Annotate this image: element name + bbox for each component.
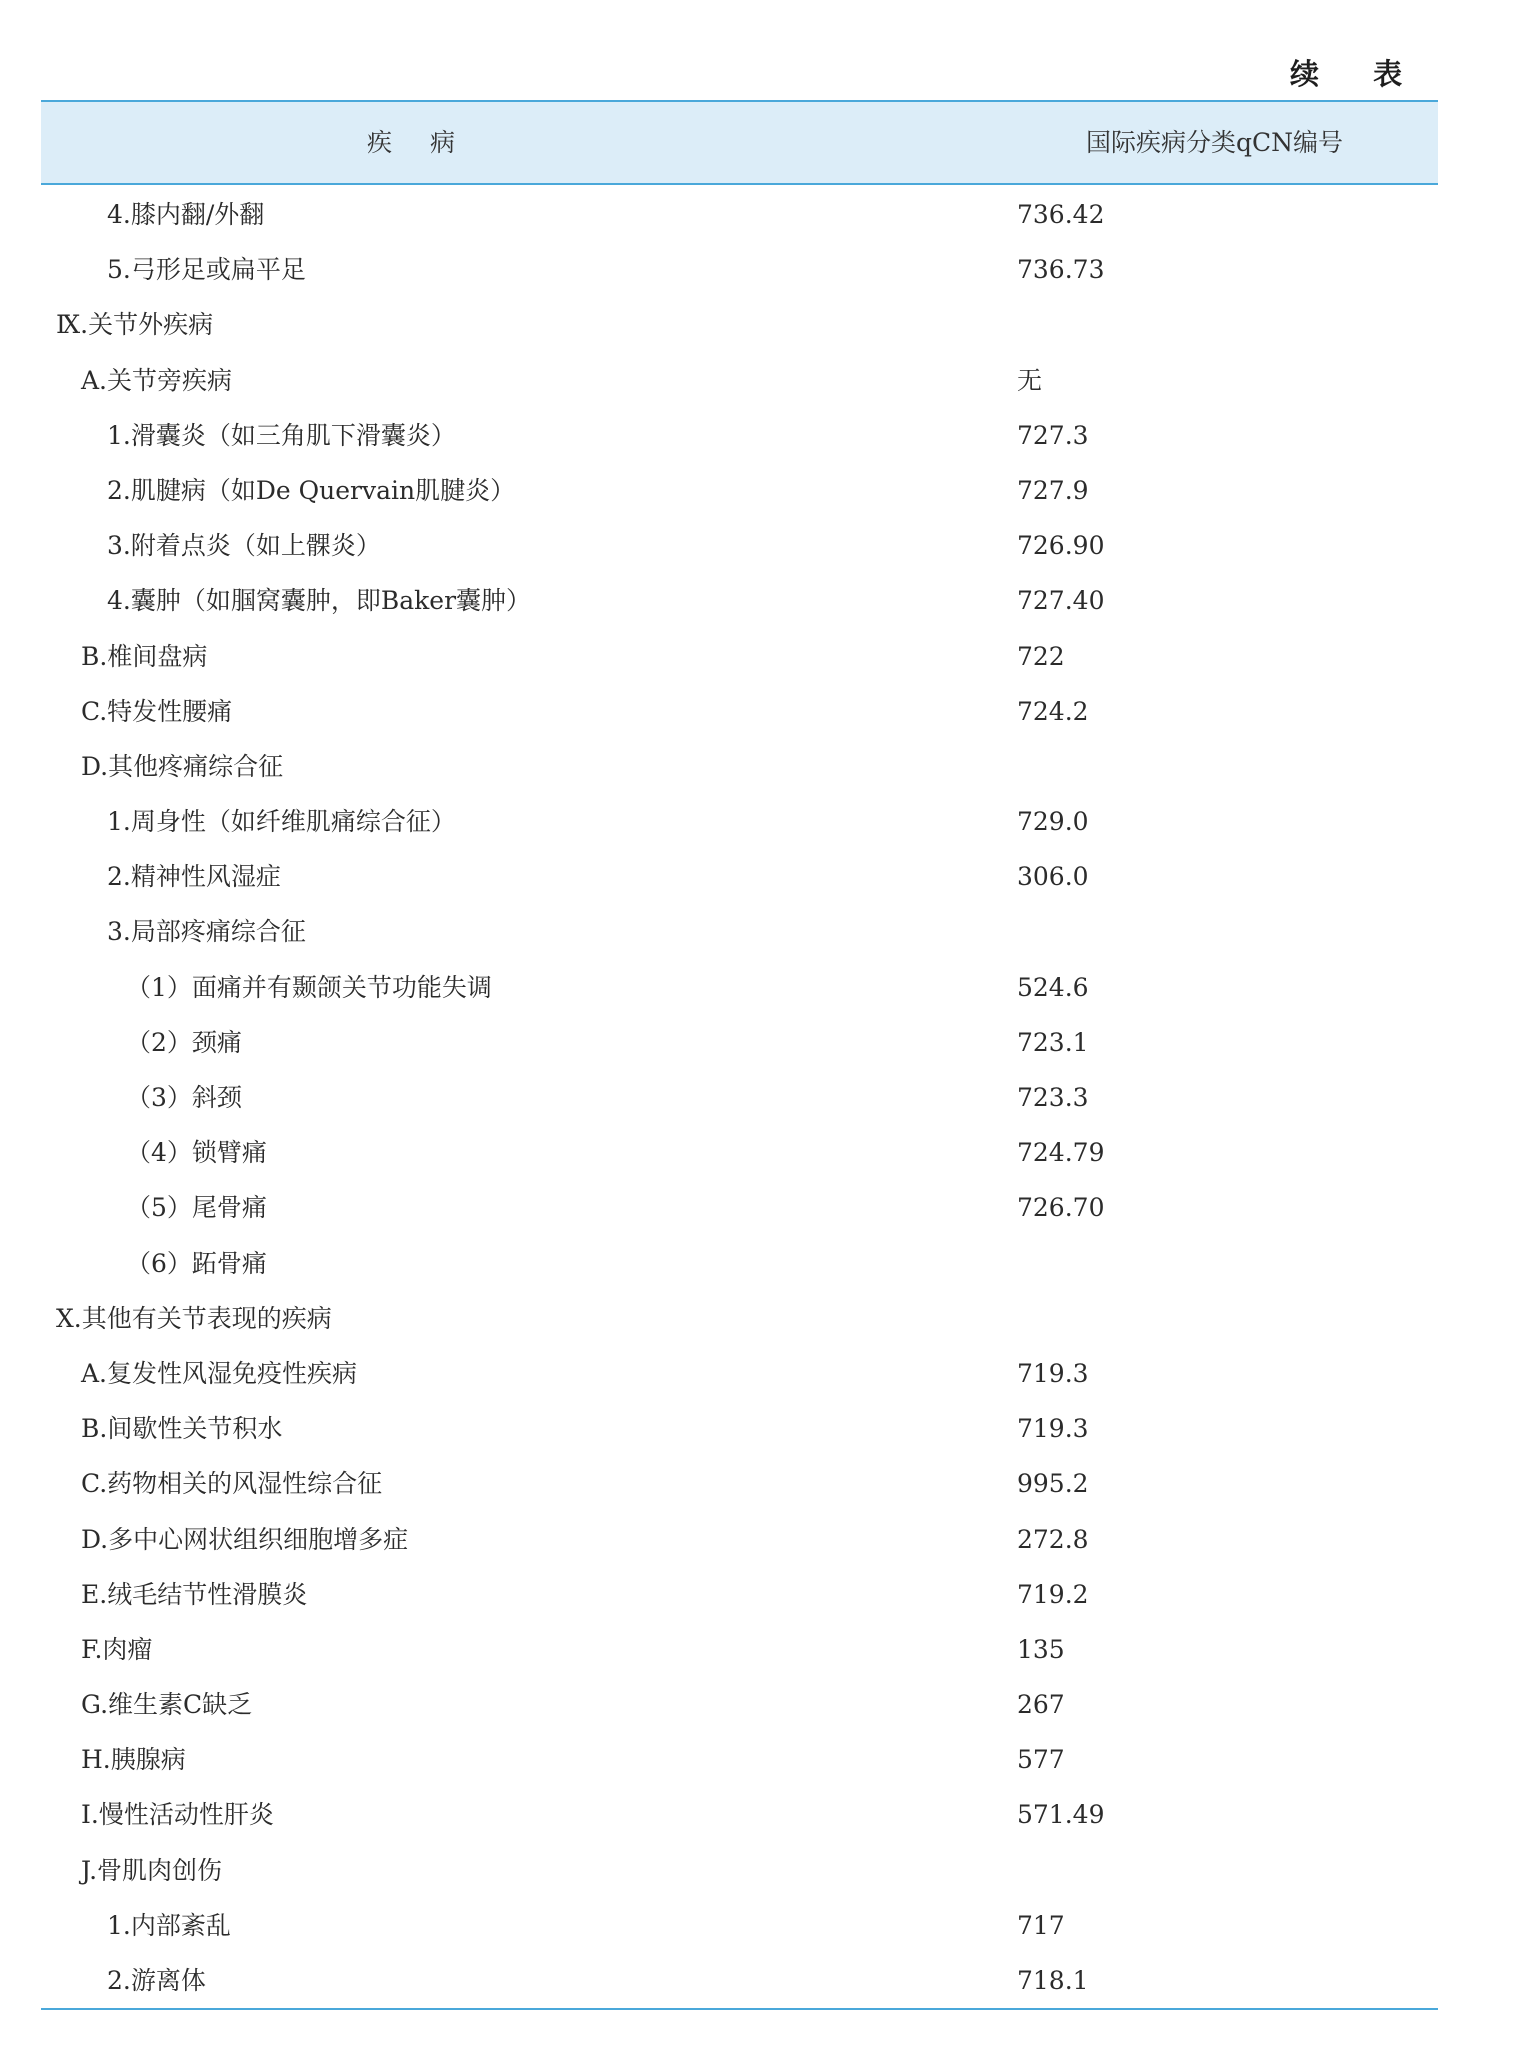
table-row: [41, 1622, 1438, 1677]
disease-name: 3.局部疼痛综合征: [107, 917, 306, 947]
disease-name: 4.囊肿（如腘窝囊肿，即Baker囊肿）: [107, 586, 532, 616]
table-row: [41, 1843, 1438, 1898]
disease-name: I.慢性活动性肝炎: [81, 1800, 274, 1830]
table-row: [41, 629, 1438, 684]
table-row: [41, 1070, 1438, 1125]
table-row: [41, 1346, 1438, 1401]
disease-name: D.多中心网状组织细胞增多症: [81, 1524, 409, 1554]
table-row: [41, 353, 1438, 408]
table-row: [41, 1236, 1438, 1291]
icd-code: 719.2: [1017, 1579, 1089, 1609]
disease-name: G.维生素C缺乏: [81, 1690, 253, 1720]
disease-name: Ⅹ.其他有关节表现的疾病: [56, 1303, 332, 1333]
icd-code: 717: [1017, 1910, 1065, 1940]
icd-code: 995.2: [1017, 1469, 1089, 1499]
disease-name: 2.游离体: [107, 1966, 206, 1995]
icd-code: 719.3: [1017, 1358, 1089, 1388]
table-row: [41, 960, 1438, 1015]
table-row: [41, 408, 1438, 463]
header-code: 国际疾病分类qCN编号: [1086, 128, 1344, 157]
table-row: [41, 794, 1438, 849]
table-row: [41, 1953, 1438, 2008]
disease-name: 1.周身性（如纤维肌痛综合征）: [107, 807, 456, 837]
table-row: [41, 1401, 1438, 1456]
table-row: [41, 1015, 1438, 1070]
table-row: [41, 849, 1438, 904]
disease-name: E.绒毛结节性滑膜炎: [81, 1579, 308, 1609]
icd-code: 718.1: [1017, 1966, 1089, 1995]
disease-name: （5）尾骨痛: [126, 1193, 267, 1223]
icd-code: 无: [1017, 365, 1043, 395]
disease-name: 4.膝内翻/外翻: [107, 200, 265, 229]
icd-code: 726.70: [1017, 1193, 1105, 1223]
icd-code: 571.49: [1017, 1800, 1105, 1830]
disease-name: A.关节旁疾病: [81, 365, 233, 395]
disease-code-table: [41, 100, 1438, 2010]
icd-code: 726.90: [1017, 531, 1105, 561]
table-row: [41, 1898, 1438, 1953]
icd-code: 272.8: [1017, 1524, 1089, 1554]
icd-code: 724.2: [1017, 696, 1089, 726]
table-row: [41, 1180, 1438, 1235]
disease-name: 1.内部紊乱: [107, 1910, 231, 1940]
icd-code: 722: [1017, 641, 1065, 671]
disease-name: B.椎间盘病: [81, 641, 208, 671]
icd-code: 306.0: [1017, 862, 1089, 892]
icd-code: 727.9: [1017, 475, 1089, 505]
disease-name: 5.弓形足或扁平足: [107, 255, 306, 285]
disease-name: C.药物相关的风湿性综合征: [81, 1469, 383, 1499]
icd-code: 724.79: [1017, 1138, 1105, 1168]
table-row: [41, 739, 1438, 794]
disease-name: （3）斜颈: [126, 1083, 242, 1112]
table-row: [41, 463, 1438, 518]
table-header: [41, 100, 1438, 185]
icd-code: 736.42: [1017, 200, 1105, 229]
disease-name: 2.肌腱病（如De Quervain肌腱炎）: [107, 475, 516, 505]
continued-label: 续 表: [1290, 57, 1425, 91]
icd-code: 727.3: [1017, 420, 1089, 450]
table-row: [41, 904, 1438, 959]
disease-name: （4）锁臂痛: [126, 1138, 267, 1168]
disease-name: F.肉瘤: [81, 1634, 153, 1664]
disease-name: J.骨肌肉创伤: [81, 1855, 223, 1885]
icd-code: 135: [1017, 1634, 1065, 1664]
icd-code: 524.6: [1017, 972, 1089, 1002]
disease-name: （1）面痛并有颞颌关节功能失调: [126, 972, 492, 1002]
disease-name: 1.滑囊炎（如三角肌下滑囊炎）: [107, 420, 456, 450]
disease-name: C.特发性腰痛: [81, 696, 233, 726]
table-row: [41, 1512, 1438, 1567]
disease-name: Ⅸ.关节外疾病: [56, 310, 214, 340]
table-row: [41, 1567, 1438, 1622]
table-row: [41, 518, 1438, 573]
icd-code: 577: [1017, 1745, 1065, 1775]
table-row: [41, 242, 1438, 297]
icd-code: 727.40: [1017, 586, 1105, 616]
table-row: [41, 1125, 1438, 1180]
disease-name: （6）跖骨痛: [126, 1248, 267, 1278]
icd-code: 267: [1017, 1690, 1065, 1720]
table-row: [41, 1677, 1438, 1732]
disease-name: H.胰腺病: [81, 1745, 186, 1775]
disease-name: （2）颈痛: [126, 1027, 242, 1057]
table-row: [41, 1787, 1438, 1842]
icd-code: 719.3: [1017, 1414, 1089, 1444]
icd-code: 723.3: [1017, 1083, 1089, 1112]
icd-code: 736.73: [1017, 255, 1105, 285]
disease-name: 2.精神性风湿症: [107, 862, 281, 892]
table-row: [41, 573, 1438, 628]
table-row: [41, 1291, 1438, 1346]
table-body: [41, 185, 1438, 2008]
table-row: [41, 187, 1438, 242]
table-bottom-rule: [41, 2008, 1438, 2010]
header-disease: 疾病: [366, 128, 493, 157]
icd-code: 729.0: [1017, 807, 1089, 837]
table-row: [41, 297, 1438, 352]
table-row: [41, 1456, 1438, 1511]
disease-name: B.间歇性关节积水: [81, 1414, 283, 1444]
icd-code: 723.1: [1017, 1027, 1089, 1057]
disease-name: A.复发性风湿免疫性疾病: [81, 1358, 358, 1388]
table-row: [41, 684, 1438, 739]
disease-name: 3.附着点炎（如上髁炎）: [107, 531, 381, 561]
disease-name: D.其他疼痛综合征: [81, 751, 284, 781]
table-row: [41, 1732, 1438, 1787]
